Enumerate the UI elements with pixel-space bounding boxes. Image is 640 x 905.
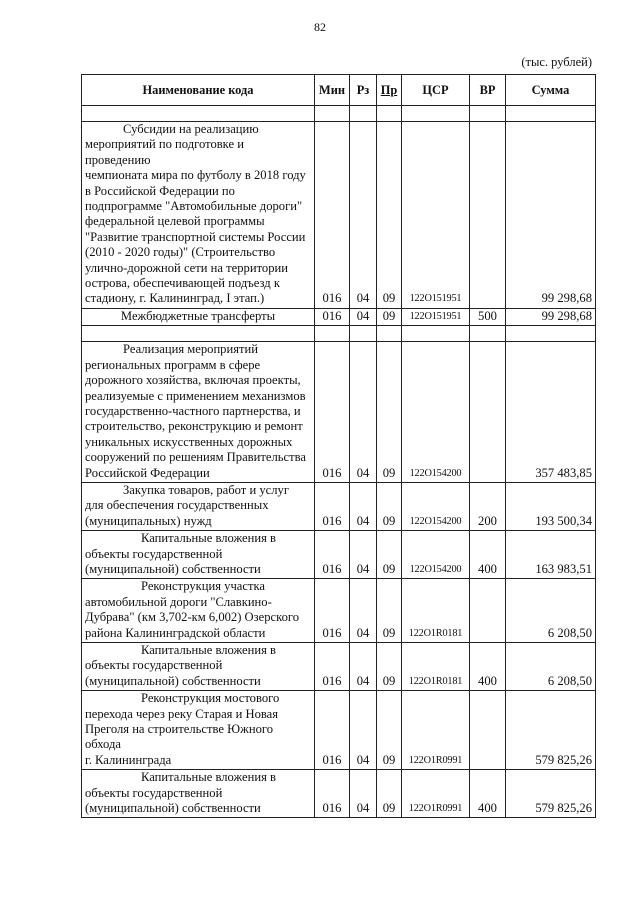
row-min: 016 — [315, 770, 350, 818]
row-csr: 122O154200 — [402, 342, 470, 483]
table-row — [82, 308, 596, 325]
row-rz: 04 — [350, 643, 377, 691]
table-header-row — [82, 75, 596, 106]
row-name-line: улично-дорожной сети на территории — [85, 260, 288, 275]
row-name-line: Капитальные вложения в — [141, 770, 277, 785]
row-csr: 122O154200 — [402, 482, 470, 530]
header-vr: ВР — [470, 75, 506, 106]
row-name — [82, 691, 315, 770]
row-sum: 99 298,68 — [506, 122, 596, 309]
row-name-line: Реализация мероприятий — [123, 342, 258, 357]
row-name-line: Преголя на строительстве Южного обхода — [85, 722, 274, 752]
row-name-line: государственно-частного партнерства, и — [85, 403, 301, 418]
table-row — [82, 691, 596, 770]
page-number: 82 — [314, 20, 326, 34]
row-min: 016 — [315, 579, 350, 643]
row-pr: 09 — [377, 579, 402, 643]
row-name-line: (муниципальных) нужд — [85, 513, 212, 528]
header-name: Наименование кода — [82, 75, 315, 106]
row-name-line: в Российской Федерации по — [85, 183, 235, 198]
row-name-line: (муниципальной) собственности — [85, 801, 261, 816]
row-name — [82, 342, 315, 483]
row-name-line: уникальных искусственных дорожных — [85, 434, 293, 449]
budget-table — [81, 74, 596, 818]
row-sum: 579 825,26 — [506, 770, 596, 818]
row-csr: 122O151951 — [402, 308, 470, 325]
table-row — [82, 531, 596, 579]
row-name — [82, 482, 315, 530]
row-name-line: мероприятий по подготовке и проведению — [85, 137, 244, 167]
row-sum: 193 500,34 — [506, 482, 596, 530]
row-csr: 122O1R0991 — [402, 770, 470, 818]
row-sum: 163 983,51 — [506, 531, 596, 579]
table-row — [82, 643, 596, 691]
row-name-line: объекты государственной — [85, 785, 223, 800]
row-vr — [470, 342, 506, 483]
units-label: (тыс. рублей) — [521, 55, 592, 69]
row-name-line: объекты государственной — [85, 658, 223, 673]
row-name-line: Межбюджетные трансферты — [120, 308, 276, 323]
row-name-line: подпрограмме "Автомобильные дороги" — [85, 199, 303, 214]
row-name-line: Закупка товаров, работ и услуг — [123, 482, 289, 497]
row-name — [82, 770, 315, 818]
table-row — [82, 482, 596, 530]
row-pr: 09 — [377, 691, 402, 770]
row-csr: 122O1R0181 — [402, 579, 470, 643]
row-sum: 357 483,85 — [506, 342, 596, 483]
row-vr — [470, 579, 506, 643]
row-vr: 400 — [470, 643, 506, 691]
table-row — [82, 579, 596, 643]
row-csr: 122O1R0181 — [402, 643, 470, 691]
row-rz: 04 — [350, 531, 377, 579]
row-name-line: острова, обеспечивающей подъезд к — [85, 276, 280, 291]
row-name-line: Капитальные вложения в — [141, 643, 277, 657]
row-name-line: федеральной целевой программы — [85, 214, 265, 229]
row-rz: 04 — [350, 122, 377, 309]
row-name-line: (муниципальной) собственности — [85, 673, 261, 688]
row-vr — [470, 122, 506, 309]
row-rz: 04 — [350, 770, 377, 818]
row-name-line: Российской Федерации — [85, 465, 210, 480]
row-rz: 04 — [350, 579, 377, 643]
row-name-line: строительство, реконструкцию и ремонт — [85, 419, 303, 434]
row-rz: 04 — [350, 342, 377, 483]
row-name-line: района Калининградской области — [85, 625, 266, 640]
row-name-line: дорожного хозяйства, включая проекты, — [85, 373, 301, 388]
row-min: 016 — [315, 531, 350, 579]
row-vr: 400 — [470, 770, 506, 818]
row-name — [82, 643, 315, 691]
row-vr: 200 — [470, 482, 506, 530]
row-pr: 09 — [377, 308, 402, 325]
header-pr: Пр — [377, 75, 402, 106]
row-name-line: Капитальные вложения в — [141, 531, 277, 546]
row-name-line: чемпионата мира по футболу в 2018 году — [85, 168, 306, 183]
header-rz: Рз — [350, 75, 377, 106]
spacer-row — [82, 106, 596, 122]
row-name-line: Реконструкция участка — [141, 579, 265, 594]
row-pr: 09 — [377, 482, 402, 530]
row-name-line: "Развитие транспортной системы России — [85, 229, 306, 244]
row-pr: 09 — [377, 531, 402, 579]
row-name-line: реализуемые с применением механизмов — [85, 388, 306, 403]
row-pr: 09 — [377, 643, 402, 691]
header-min: Мин — [315, 75, 350, 106]
row-name-line: перехода через реку Старая и Новая — [85, 706, 279, 721]
row-pr: 09 — [377, 122, 402, 309]
row-sum: 6 208,50 — [506, 579, 596, 643]
row-name-line: объекты государственной — [85, 546, 223, 561]
row-rz: 04 — [350, 482, 377, 530]
table-row — [82, 342, 596, 483]
row-name-line: автомобильной дороги "Славкино- — [85, 594, 272, 609]
row-vr — [470, 691, 506, 770]
row-name — [82, 579, 315, 643]
row-name-line: Дубрава" (км 3,702-км 6,002) Озерского — [85, 610, 300, 625]
row-vr: 500 — [470, 308, 506, 325]
row-name-line: (муниципальной) собственности — [85, 561, 261, 576]
row-pr: 09 — [377, 770, 402, 818]
row-name-line: Реконструкция мостового — [141, 691, 280, 706]
header-csr: ЦСР — [402, 75, 470, 106]
row-name-line: (2010 - 2020 годы)" (Строительство — [85, 245, 276, 260]
table-row — [82, 122, 596, 309]
row-name-line: региональных программ в сфере — [85, 357, 261, 372]
table-row — [82, 770, 596, 818]
row-vr: 400 — [470, 531, 506, 579]
row-rz: 04 — [350, 691, 377, 770]
row-pr: 09 — [377, 342, 402, 483]
row-csr: 122O154200 — [402, 531, 470, 579]
row-sum: 6 208,50 — [506, 643, 596, 691]
row-csr: 122O151951 — [402, 122, 470, 309]
row-name-line: сооружений по решениям Правительства — [85, 450, 306, 465]
row-min: 016 — [315, 691, 350, 770]
row-name-line: Субсидии на реализацию — [123, 122, 259, 136]
row-name — [82, 308, 315, 325]
row-sum: 99 298,68 — [506, 308, 596, 325]
row-min: 016 — [315, 122, 350, 309]
row-min: 016 — [315, 482, 350, 530]
row-name-line: г. Калининграда — [85, 752, 172, 767]
row-rz: 04 — [350, 308, 377, 325]
row-min: 016 — [315, 342, 350, 483]
spacer-row — [82, 326, 596, 342]
row-sum: 579 825,26 — [506, 691, 596, 770]
row-name-line: для обеспечения государственных — [85, 498, 269, 513]
row-csr: 122O1R0991 — [402, 691, 470, 770]
row-min: 016 — [315, 308, 350, 325]
row-name — [82, 531, 315, 579]
row-min: 016 — [315, 643, 350, 691]
row-name-line: стадиону, г. Калининград, I этап.) — [85, 291, 265, 306]
row-name — [82, 122, 315, 309]
header-sum: Сумма — [506, 75, 596, 106]
